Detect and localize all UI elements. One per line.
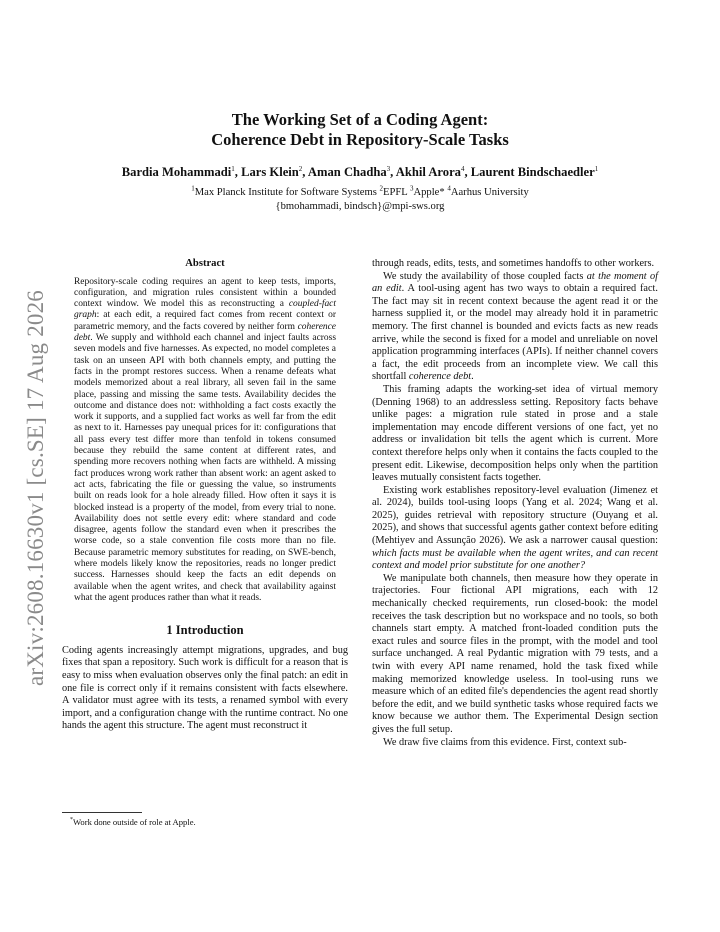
author-affil-mark: 1 [594, 164, 599, 173]
introduction-heading: 1 Introduction [166, 623, 244, 638]
affil-mark: 3 [409, 184, 414, 193]
body-paragraph: We draw five claims from this evidence. First, context sub- [383, 736, 627, 748]
author-affil-mark: 2 [298, 164, 303, 173]
affil-mark: 2 [379, 184, 383, 193]
author-name: Bardia Mohammadi [121, 165, 232, 179]
author-name: Aman Chadha [307, 165, 387, 179]
author-list: Bardia Mohammadi$^1$, Lars Klein$^2$, Aman Chadha$^3$, Akhil Arora$^4$, Laurent Bindschaedler$^1$ [121, 164, 599, 179]
body-paragraph: We manipulate both channels, then measure how they operate in trajectories. Four fictional API migrations, each with 12 mechanically checked requirements, run closed-book: the model receives the task description but no workspace and no tools, so both channels start empty. A matched front-loaded condition puts the exact rules and source files in the prompt, with the model and tool surface unchanged. A real Pydantic migration with 79 tests, and a twin with every API name renamed, hold the task fixed while making memorized knowledge useless. In tool-using runs we measure which of an edited file's dependencies the agent read shortly before the edit, and we build synthetic tasks whose required facts we know because we author them. The Experimental Design section gives the full setup. [372, 572, 658, 735]
author-emails: {bmohammadi, bindsch}@mpi-sws.org [275, 201, 445, 212]
abstract-heading: Abstract [185, 258, 225, 269]
body-paragraph: Existing work establishes repository-level evaluation (Jimenez et al. 2024), builds tool-using loops (Yang et al. 2024; Wang et al. 2025), guides retrieval with repository structure (Ouyang et al. 2025), and shows that successful agents gather context before editing (Mehtiyev and Assunção 2026). We ask a narrower causal question: which facts must be available when the agent writes, and can recent context and model prior substitute for one another? [372, 484, 658, 572]
affil-mark: 1 [191, 184, 195, 193]
title-line-1: The Working Set of a Coding Agent: [231, 110, 489, 129]
affiliations [60, 186, 660, 214]
footnote [70, 817, 196, 827]
author-name: Laurent Bindschaedler [470, 165, 595, 179]
affil-name: Aarhus University [450, 187, 529, 198]
arxiv-stamp-text: arXiv:2608.16630v1 [cs.SE] 17 Aug 2026 [23, 289, 48, 687]
affil-name: Max Planck Institute for Software Systems [194, 187, 380, 198]
affil-name: EPFL [382, 187, 410, 198]
author-name: Lars Klein [241, 165, 299, 179]
title-line-2: Coherence Debt in Repository-Scale Tasks [211, 130, 509, 149]
left-column [62, 258, 348, 733]
affiliation-line [60, 186, 660, 200]
paper-title [60, 110, 660, 150]
arxiv-identifier-stamp [10, 278, 62, 698]
author-name: Akhil Arora [395, 165, 461, 179]
body-paragraph: through reads, edits, tests, and sometimes handoffs to other workers. [372, 258, 655, 269]
affil-mark: 4 [447, 184, 451, 193]
intro-paragraph-1: Coding agents increasingly attempt migrations, upgrades, and bug fixes that span a repository. Such work is difficult for a reason that is easy to miss when evaluation observes only the final patch: an edit in one file is correct only if it remains consistent with facts elsewhere. A validator must agree with its tests, a renamed symbol with every import, and a configuration change with the runtime contract. No one hands the agent this structure. The agent must reconstruct it [62, 644, 348, 732]
abstract-text: Repository-scale coding requires an agent to keep tests, imports, configuration, and migration rules consistent within a bounded context window. We model this as reconstructing a coupled-fact graph: at each edit, a required fact comes from recent context or parametric memory, and the facts covered by neither form coherence debt. We supply and withhold each channel and inject faults across seven models and five harnesses. As expected, no model completes a task on an unseen API with both channels empty, and putting the facts in the prompt restores success. When a rename defeats what models memorized about a real library, all seven fail in the same place, passing and missing the same tests. Availability decides the outcome and distance does not: withholding a fact costs exactly the work it supports, and a supplied fact works as well far from the edit as next to it. Harnesses pay unequal prices for it: configurations that all pass every test differ more than tenfold in tokens consumed because they rebuild the same content at different rates, and spending more recovers nothing when facts are withheld. A missing fact produces wrong work rather than absent work: an agent asked to act acts, fabricating the file or guessing the value, so instruments built on reads look for a hole already filled. How often it says it is blocked instead is a property of the model, from every trial to none. Availability does not settle every edit: where standard and code disagree, agents follow the standard even when it prescribes the worse code, so a stale convention file costs more than no file. Because parametric memory substitutes for reading, on SWE-bench, where models likely know the repositories, reads no longer predict success. Harnesses should keep the facts an edit depends on available when the agent writes, and check that availability against what the agent produces rather than what it reads. [74, 276, 336, 603]
affil-name: Apple* [413, 187, 448, 198]
footnote-divider [62, 812, 142, 813]
author-affil-mark: 3 [386, 164, 391, 173]
body-paragraph: This framing adapts the working-set idea of virtual memory (Denning 1968) to an addressless setting. Repository facts behave unlike pages: a migration rule stated in prose and a stale implementation may encode different versions of one fact, yet no address or invalidation bit tells the agent which is current. More context therefore helps only when it contains the facts coupled to the present edit. Likewise, decomposition helps only when the partition leaves mutually consistent facts together. [372, 383, 658, 484]
footnote-text: Work done outside of role at Apple. [73, 817, 196, 827]
right-column [372, 258, 658, 749]
author-affil-mark: 1 [231, 164, 235, 173]
author-affil-mark: 4 [460, 164, 465, 173]
body-paragraph: We study the availability of those coupled facts at the moment of an edit. A tool-using agent has two ways to obtain a required fact. The fact may sit in recent context because the agent read it or the harness supplied it, or the model may already hold it in parametric memory. The first channel is bounded and evicts facts as new reads arrive, while the second is fixed for a model and unreliable on novel application programming interfaces (APIs). If neither channel covers a fact, the edit proceeds from an incomplete view. We call this shortfall coherence debt. [372, 270, 658, 383]
footnote-mark: * [70, 817, 73, 824]
